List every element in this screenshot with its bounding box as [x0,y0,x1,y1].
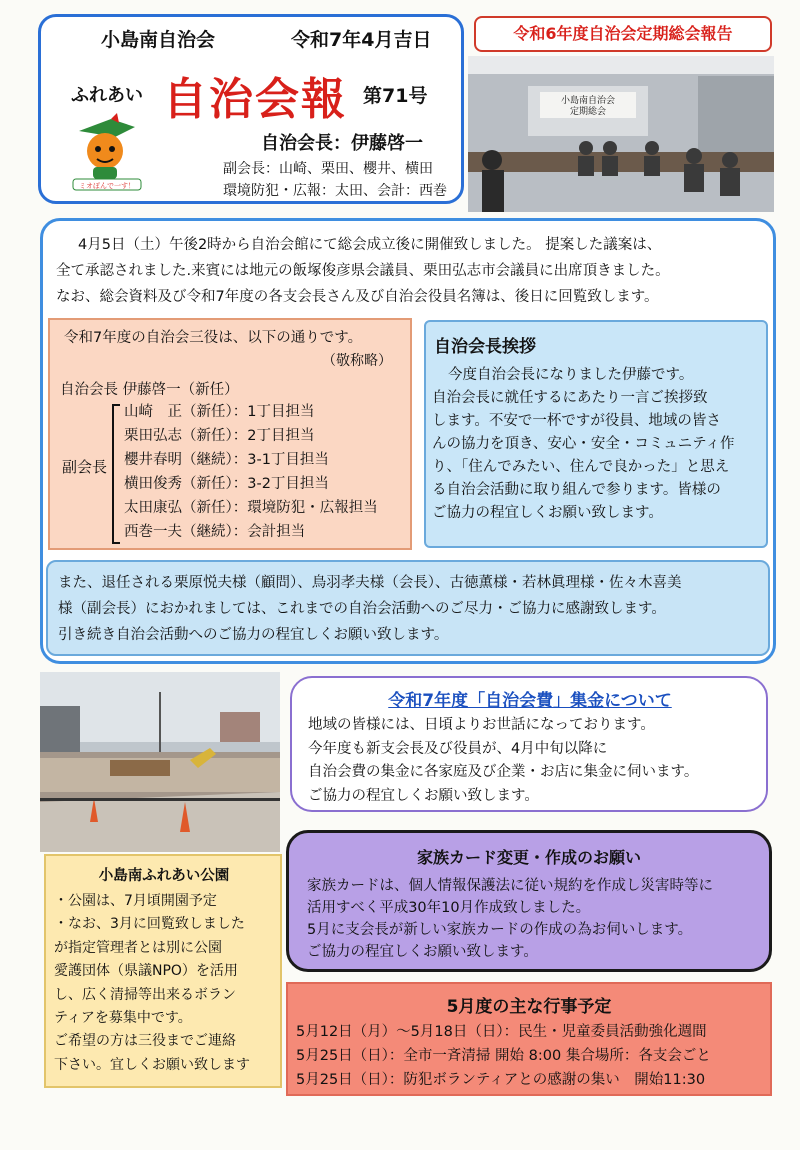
event-row: 5月25日（日）：防犯ボランティアとの感謝の集い 開始11:30 [296,1072,706,1088]
fee-body [308,714,764,808]
greeting-title: 自治会長挨拶 [434,337,536,357]
vice-president-label: 副会長 [62,458,108,476]
park-line: ・なお、3月に回覧致しました [54,916,245,933]
event-row: 5月25日（日）：全市一斉清掃 開始 8:00 集合場所：各支会ごと [296,1048,711,1064]
vice-row: 西巻一夫（継続）：会計担当 [124,524,306,540]
retirement-line: また、退任される栗原悦夫様（顧問）、鳥羽孝夫様（会長）、古徳薫様・若林眞理様・佐々木喜美 [58,575,682,591]
summary-line: 4月5日（土）午後2時から自治会館にて総会成立後に開催致しました。 提案した議案は、 [78,237,662,253]
vice-row: 横田俊秀（新任）：3-2丁目担当 [124,476,329,492]
greeting-line: り、「住んでみたい、住んで良かった」と思え [432,459,730,475]
greeting-body [432,364,768,525]
retirement-line: 引き続き自治会活動へのご協力の程宜しくお願い致します。 [58,627,449,643]
greeting-box [424,320,768,548]
event-row: 5月12日（月）〜5月18日（日）：民生・児童委員活動強化週間 [296,1024,707,1040]
officers-president: 自治会長 伊藤啓一（新任） [60,382,239,398]
park-notice-box [44,854,282,1088]
greeting-line: る自治会活動に取り組んで参ります。皆様の [432,482,721,498]
park-line: が指定管理者とは別に公園 [54,939,222,956]
park-line: 愛護団体（県議NPO）を活用 [54,963,238,980]
meeting-summary [56,232,772,310]
vice-president-line: 副会長：山崎、栗田、櫻井、横田 [223,161,433,177]
retirement-line: 様（副会長）におかれましては、これまでの自治会活動へのご尽力・ご協力に感謝致します。 [58,601,666,617]
events-title: 5月度の主な行事予定 [446,997,612,1017]
vice-row: 栗田弘志（新任）：2丁目担当 [124,428,315,444]
retirement-thanks-box [46,560,770,656]
family-card-box [286,830,772,972]
mascot-icon [71,113,143,191]
organization-name: 小島南自治会 [101,29,216,51]
greeting-line: ご協力の程宜しくお願い致します。 [432,505,663,521]
issue-date: 令和7年4月吉日 [291,29,432,51]
summary-line: 全て承認されました.来賓には地元の飯塚俊彦県会議員、栗田弘志市会議員に出席頂きました。 [56,263,670,279]
greeting-line: んの協力を頂き、安心・安全・コミュニティ作 [432,436,735,452]
family-line: ご協力の程宜しくお願い致します。 [307,944,538,960]
fee-line: ご協力の程宜しくお願い致します。 [308,787,539,804]
svg-text:定期総会: 定期総会 [569,107,607,117]
retirement-body [58,570,768,648]
vice-row: 山崎 正（新任）：1丁目担当 [124,404,315,420]
park-line: ご希望の方は三役までご連絡 [54,1033,236,1050]
greeting-line: します。不安で一杯ですが役員、地域の皆さ [432,413,721,429]
officers-honorific: （敬称略） [322,353,392,369]
fee-line: 自治会費の集金に各家庭及び企業・お店に集金に伺います。 [308,764,699,780]
vice-row: 櫻井春明（継続）：3-1丁目担当 [124,452,329,468]
park-line: ティアを募集中です。 [54,1010,192,1027]
newsletter-title: 自治会報 [163,74,347,125]
president-line: 自治会長：伊藤啓一 [261,133,423,154]
family-line: 活用すべく平成30年10月作成致しました。 [307,900,591,916]
park-body [54,890,282,1077]
family-line: 家族カードは、個人情報保護法に従い規約を作成し災害時等に [307,878,713,894]
greeting-line: 今度自治会長になりました伊藤です。 [448,367,694,383]
park-line: し、広く清掃等出来るボラン [54,986,236,1003]
family-card-body [307,875,771,963]
vice-row: 太田康弘（新任）：環境防犯・広報担当 [124,500,378,516]
fee-line: 地域の皆様には、日頃よりお世話になっております。 [308,717,655,733]
meeting-photo [468,56,774,212]
fee-title: 令和7年度「自治会費」集金について [388,691,672,711]
family-card-title: 家族カード変更・作成のお願い [416,848,641,867]
title-prefix: ふれあい [71,85,143,106]
newsletter-header [38,14,464,204]
summary-line: なお、総会資料及び令和7年度の各支会長さん及び自治会役員名簿は、後日に回覧致します。 [56,289,659,305]
officers-box [48,318,412,550]
park-photo [40,672,280,852]
fee-line: 今年度も新支会長及び役員が、4月中旬以降に [308,740,608,757]
issue-number: 第71号 [363,85,428,107]
park-title: 小島南ふれあい公園 [98,868,230,884]
park-line: 下さい。宜しくお願い致します [54,1056,250,1073]
greeting-line: 自治会長に就任するにあたり一言ご挨拶致 [432,390,708,406]
officers-intro: 令和7年度の自治会三役は、以下の通りです。 [64,330,363,346]
park-line: ・公園は、7月頃開園予定 [54,893,217,909]
family-line: 5月に支会長が新しい家族カードの作成の為お伺いします。 [307,922,693,938]
membership-fee-box [290,676,768,812]
vice-bracket [112,404,120,544]
mascot-caption: ミオぽんで一す！ [79,182,135,190]
events-box [286,982,772,1096]
report-title: 令和6年度自治会定期総会報告 [474,16,772,52]
svg-text:小島南自治会: 小島南自治会 [560,96,616,106]
officers-line: 環境防犯・広報：太田、会計：西巻 [223,183,447,199]
